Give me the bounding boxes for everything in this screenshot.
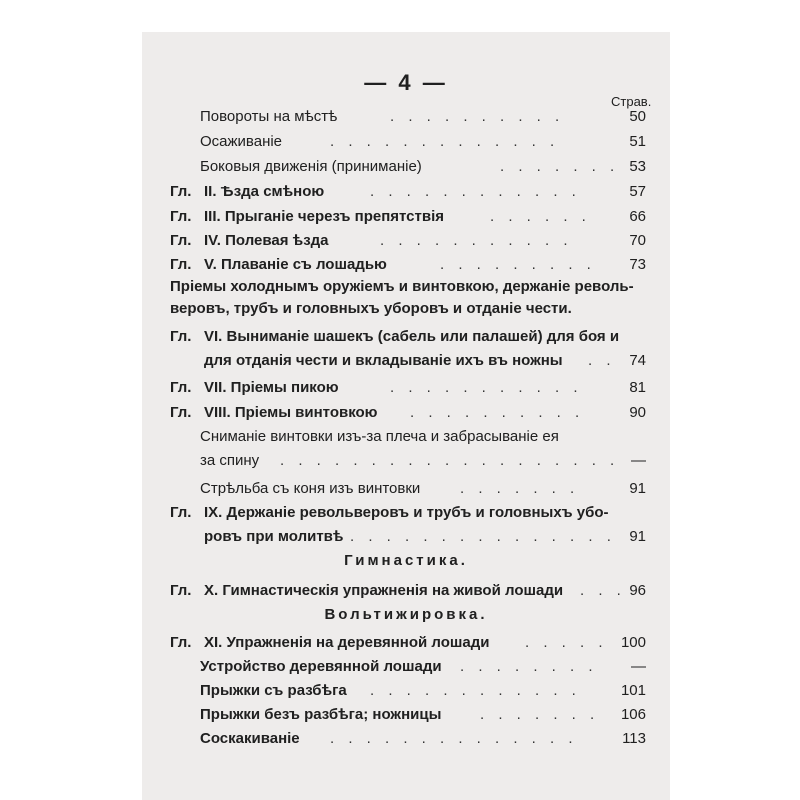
toc-entry-text: Прыжки съ разбѣга (200, 682, 347, 699)
toc-leader-dots: . . . . . . . . . (440, 256, 596, 273)
toc-entry-page: 91 (629, 480, 646, 497)
toc-leader-dots: . . . . . . . . . . . . (370, 183, 581, 200)
chapter-abbrev: Гл. (170, 232, 192, 249)
toc-entry-page: 50 (629, 108, 646, 125)
toc-entry-page: 51 (629, 133, 646, 150)
section-heading-line: веровъ, трубъ и головныхъ уборовъ и отданіе чести. (170, 300, 572, 317)
toc-leader-dots: . . . . . . . . (460, 658, 598, 675)
toc-entry (170, 106, 646, 128)
toc-leader-dots: . . . . . . . . . . (390, 108, 565, 125)
toc-leader-dots: . . . . . . . . . . . . . . . (350, 528, 616, 545)
toc-entry-text: VII. Пріемы пикою (204, 379, 339, 396)
toc-entry-page: 91 (629, 528, 646, 545)
toc-entry-page: 53 (629, 158, 646, 175)
toc-entry-page: 113 (622, 730, 646, 747)
page-column-label: Страв. (611, 94, 652, 109)
toc-chapter-continued (170, 350, 646, 372)
toc-leader-dots: . . . . . . . (500, 158, 620, 175)
toc-leader-dots: . . . . . (525, 634, 608, 651)
toc-leader-dots: . . . . . . . . . . . (380, 232, 573, 249)
toc-entry-page: 96 (629, 582, 646, 599)
toc-entry-page: 81 (629, 379, 646, 396)
toc-leader-dots: . . . . . . . . . . . . . . . . . . . (280, 452, 620, 469)
section-heading-line: Пріемы холоднымъ оружіемъ и винтовкою, держаніе револь- (170, 278, 634, 295)
section-heading (170, 276, 634, 320)
toc-entry-text: Соскакиваніе (200, 730, 300, 747)
toc-chapter (170, 632, 646, 654)
toc-leader-dots: . . (588, 352, 616, 369)
toc-entry-page: 66 (629, 208, 646, 225)
toc-leader-dots: . . . . . . . . . . . . . . (330, 730, 578, 747)
toc-entry (170, 131, 646, 153)
toc-entry-page: 90 (629, 404, 646, 421)
toc-entry-text: VI. Выниманіе шашекъ (сабель или палашей) для боя и (204, 328, 620, 345)
toc-chapter (170, 326, 646, 348)
toc-entry-page: — (631, 658, 646, 675)
toc-leader-dots: . . . . . . . . . . . . (370, 682, 581, 699)
toc-entry (170, 656, 646, 678)
toc-chapter (170, 580, 646, 602)
toc-entry (170, 680, 646, 702)
toc-entry-text: Устройство деревянной лошади (200, 658, 442, 675)
toc-entry-text: Повороты на мѣстѣ (200, 108, 338, 125)
toc-entry-page: 100 (620, 634, 646, 651)
toc-entry-text: IV. Полевая ѣзда (204, 232, 329, 249)
toc-entry-text: для отданія чести и вкладываніе ихъ въ ножны (204, 352, 563, 369)
chapter-abbrev: Гл. (170, 183, 192, 200)
toc-leader-dots: . . . . . . . . . . (410, 404, 585, 421)
toc-chapter (170, 181, 646, 203)
toc-entry (170, 728, 646, 750)
toc-chapter-continued (170, 526, 646, 548)
toc-leader-dots: . . . . . . (490, 208, 591, 225)
toc-entry-page: 74 (629, 352, 646, 369)
toc-entry (170, 426, 646, 448)
toc-entry-text: Сниманіе винтовки изъ-за плеча и забрасываніе ея (200, 428, 559, 445)
toc-entry-page: 101 (620, 682, 646, 699)
toc-leader-dots: . . . . . . . (480, 706, 600, 723)
toc-entry-page: — (631, 452, 646, 469)
toc-entry-text: VIII. Пріемы винтовкою (204, 404, 378, 421)
toc-leader-dots: . . . . . . . . . . . . . (330, 133, 560, 150)
toc-chapter (170, 254, 646, 276)
chapter-abbrev: Гл. (170, 379, 192, 396)
toc-entry (170, 704, 646, 726)
toc-entry (170, 478, 646, 500)
toc-entry-text: Стрѣльба съ коня изъ винтовки (200, 480, 421, 497)
toc-entry-text: Осаживаніе (200, 133, 283, 150)
chapter-abbrev: Гл. (170, 504, 192, 521)
chapter-abbrev: Гл. (170, 634, 192, 651)
toc-entry-page: 73 (629, 256, 646, 273)
toc-entry-text: ровъ при молитвѣ (204, 528, 344, 545)
chapter-abbrev: Гл. (170, 582, 192, 599)
toc-entry-text: IX. Держаніе револьверовъ и трубъ и головныхъ убо- (204, 504, 609, 521)
toc-chapter (170, 377, 646, 399)
toc-chapter (170, 502, 646, 524)
toc-entry-page: 106 (620, 706, 646, 723)
page-number: — 4 — (364, 70, 448, 95)
toc-entry-text: III. Прыганіе черезъ препятствія (204, 208, 445, 225)
toc-entry-text: X. Гимнастическія упражненія на живой лошади (204, 582, 564, 599)
toc-entry-page: 70 (629, 232, 646, 249)
toc-entry-page: 57 (629, 183, 646, 200)
section-heading-gymnastics: Гимнастика. (344, 552, 468, 569)
toc-entry (170, 156, 646, 178)
toc-chapter (170, 206, 646, 228)
chapter-abbrev: Гл. (170, 208, 192, 225)
book-page (142, 32, 670, 800)
chapter-abbrev: Гл. (170, 404, 192, 421)
chapter-abbrev: Гл. (170, 328, 192, 345)
section-heading-vaulting: Вольтижировка. (324, 606, 488, 623)
chapter-abbrev: Гл. (170, 256, 192, 273)
toc-entry-text: Прыжки безъ разбѣга; ножницы (200, 706, 442, 723)
toc-leader-dots: . . . (580, 582, 626, 599)
toc-leader-dots: . . . . . . . . . . . (390, 379, 583, 396)
toc-entry-text: V. Плаваніе съ лошадью (204, 256, 387, 273)
toc-entry-text: XI. Упражненія на деревянной лошади (204, 634, 490, 651)
toc-entry-text: Боковыя движенія (приниманіе) (200, 158, 422, 175)
toc-entry-text: за спину (200, 452, 260, 469)
toc-chapter (170, 402, 646, 424)
toc-entry-text: II. Ѣзда смѣною (204, 183, 325, 200)
toc-entry-continued (170, 450, 646, 472)
toc-chapter (170, 230, 646, 252)
toc-leader-dots: . . . . . . . (460, 480, 580, 497)
